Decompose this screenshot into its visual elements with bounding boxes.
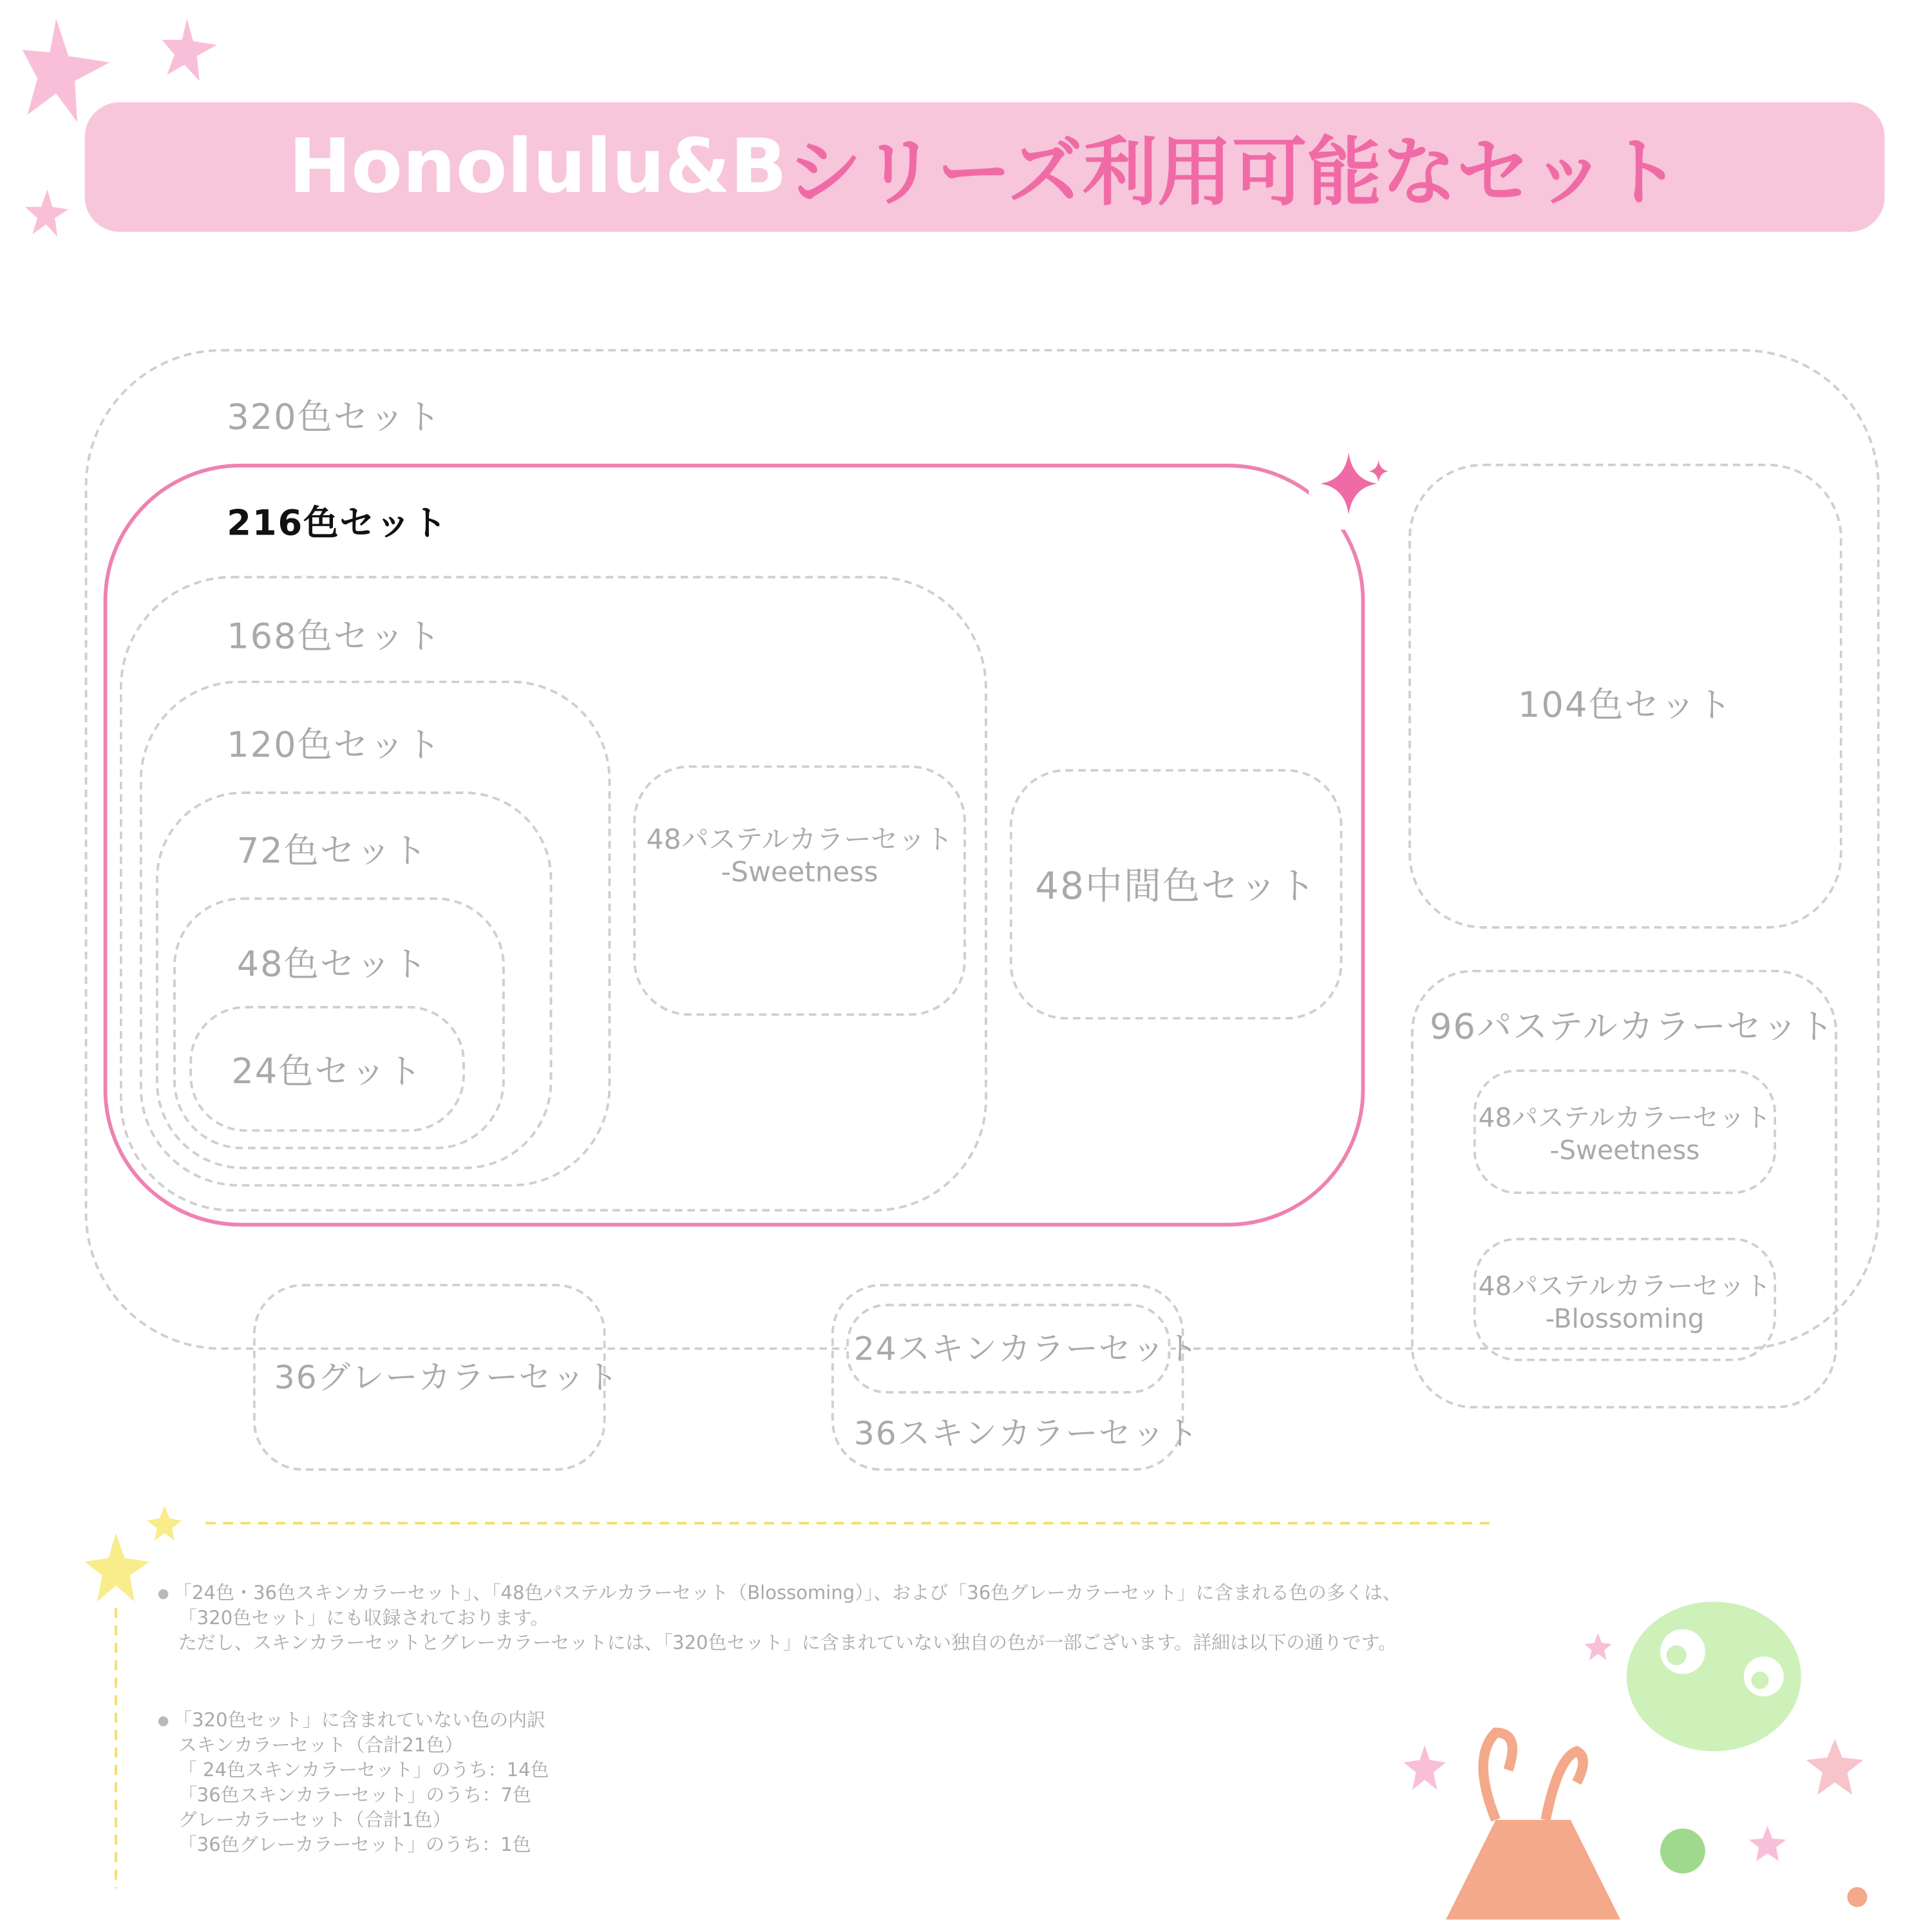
- pastel48-sweetness-label: 48パステルカラーセット: [646, 824, 953, 856]
- set-72-label: 72色セット: [236, 830, 429, 871]
- set-320-label: 320色セット: [227, 396, 442, 438]
- title-brand: Honolulu&B: [289, 123, 788, 211]
- title-banner: [85, 102, 1885, 232]
- set-24-label: 24色セット: [231, 1050, 423, 1092]
- set-24-box: [189, 1006, 465, 1132]
- note-1: [158, 1580, 1401, 1655]
- bullet-icon: [158, 1716, 168, 1725]
- note-1-line: 「24色・36色スキンカラーセット」、「48色パステルカラーセット（Blossoming）」、および「36色グレーカラーセット」に含まれる色の多くは、: [173, 1582, 1401, 1604]
- skin24-label: 24スキンカラーセット: [853, 1331, 1200, 1369]
- note-1-line: ただし、スキンカラーセットとグレーカラーセットには、「320色セット」に含まれていない独自の色が一部ございます。詳細は以下の通りです。: [178, 1631, 1397, 1654]
- set-104-box: [1408, 464, 1842, 929]
- pastel96-sweetness-label: 48パステルカラーセット: [1478, 1103, 1772, 1133]
- pastel96-blossoming-box: [1473, 1238, 1776, 1361]
- pastel96-blossoming-sub: -Blossoming: [1545, 1303, 1705, 1334]
- note-2-line: 「36色グレーカラーセット」のうち：1色: [178, 1833, 531, 1856]
- skin36-label: 36スキンカラーセット: [853, 1416, 1200, 1454]
- note-2-line: 「 24色スキンカラーセット」のうち：14色: [178, 1758, 549, 1781]
- set-120-label: 120色セット: [227, 724, 442, 766]
- title-text: シリーズ利用可能なセット: [787, 129, 1681, 217]
- pastel96-label: 96パステルカラーセット: [1430, 1005, 1835, 1047]
- note-2-line: 「36色スキンカラーセット」のうち：7色: [178, 1783, 531, 1806]
- sparkle-icon: [1309, 442, 1402, 529]
- bullet-icon: [158, 1589, 168, 1598]
- note-2-line: グレーカラーセット（合計1色）: [178, 1808, 451, 1832]
- note-2-line: スキンカラーセット（合計21色）: [178, 1734, 464, 1757]
- grey36-label: 36グレーカラーセット: [274, 1359, 620, 1397]
- pastel96-sweetness-box: [1473, 1070, 1776, 1195]
- pastel96-blossoming-label: 48パステルカラーセット: [1478, 1271, 1772, 1301]
- set-216-label: 216色セット: [227, 502, 448, 544]
- set-104-label: 104色セット: [1517, 684, 1733, 726]
- note-2: [158, 1708, 549, 1857]
- set-48-label: 48色セット: [236, 943, 429, 985]
- pastel48-sweetness-box: [633, 765, 966, 1016]
- chameleon-volcano-illustration: [1371, 1571, 1920, 1932]
- pastel48-sweetness-sub: -Sweetness: [721, 857, 878, 889]
- mid48-box: [1010, 769, 1343, 1019]
- note-1-line: 「320色セット」にも収録されております。: [178, 1606, 549, 1629]
- set-168-label: 168色セット: [227, 616, 442, 658]
- pastel96-sweetness-sub: -Sweetness: [1549, 1135, 1700, 1166]
- mid48-label: 48中間色セット: [1035, 864, 1318, 909]
- note-2-line: 「320色セット」に含まれていない色の内訳: [173, 1709, 546, 1732]
